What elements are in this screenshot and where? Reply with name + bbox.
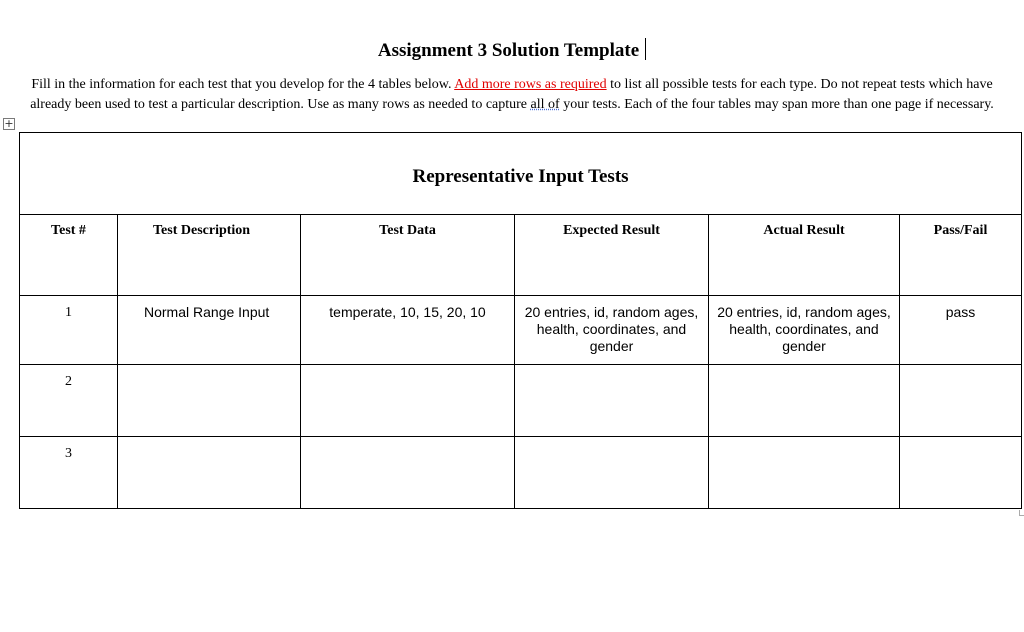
table-row — [20, 365, 1022, 437]
text-cursor — [645, 38, 646, 60]
header-actual-result[interactable]: Actual Result — [709, 215, 900, 296]
cell-pass-fail[interactable] — [900, 365, 1022, 437]
instructions-paragraph[interactable] — [10, 75, 1014, 115]
cell-actual-result[interactable] — [709, 365, 900, 437]
cell-test-description[interactable]: Normal Range Input — [118, 296, 301, 365]
document-title-text: Assignment 3 Solution Template — [377, 40, 640, 61]
cell-test-number[interactable]: 3 — [20, 437, 118, 509]
instructions-text-2: to list all possible tests for each type. Do not repeat tests which have already been used to test a particular description. Use as many rows as needed to capture — [30, 77, 993, 112]
instructions-text-3: your tests. Each of the four tables may span more than one page if necessary. — [559, 97, 994, 112]
table-title-cell[interactable] — [20, 133, 1022, 215]
cell-expected-result[interactable] — [515, 365, 709, 437]
table-title: Representative Input Tests — [412, 165, 629, 187]
cell-actual-result[interactable] — [709, 437, 900, 509]
cell-test-data[interactable] — [301, 437, 515, 509]
add-rows-link[interactable]: Add more rows as required — [454, 77, 607, 92]
cell-test-data[interactable] — [301, 365, 515, 437]
header-test-number[interactable]: Test # — [20, 215, 118, 296]
table-move-handle-icon[interactable]: + — [4, 117, 14, 130]
header-expected-result[interactable]: Expected Result — [515, 215, 709, 296]
header-pass-fail[interactable]: Pass/Fail — [900, 215, 1022, 296]
cell-actual-result[interactable]: 20 entries, id, random ages, health, coordinates, and gender — [709, 296, 900, 365]
cell-pass-fail[interactable] — [900, 437, 1022, 509]
header-test-description[interactable]: Test Description — [118, 215, 301, 296]
table-row — [20, 296, 1022, 365]
tests-table — [19, 132, 1022, 509]
cell-test-description[interactable] — [118, 365, 301, 437]
cell-test-number[interactable]: 1 — [20, 296, 118, 365]
instructions-text-1: Fill in the information for each test that you develop for the 4 tables below. — [31, 77, 455, 92]
cell-test-description[interactable] — [118, 437, 301, 509]
header-test-data[interactable]: Test Data — [301, 215, 515, 296]
table-resize-handle-icon[interactable] — [1019, 510, 1024, 516]
cell-test-data[interactable]: temperate, 10, 15, 20, 10 — [301, 296, 515, 365]
table-row — [20, 437, 1022, 509]
grammar-flag[interactable]: all of — [530, 97, 560, 112]
cell-pass-fail[interactable]: pass — [900, 296, 1022, 365]
cell-expected-result[interactable]: 20 entries, id, random ages, health, coordinates, and gender — [515, 296, 709, 365]
header-row — [20, 215, 1022, 296]
cell-test-number[interactable]: 2 — [20, 365, 118, 437]
document-title[interactable] — [0, 38, 1024, 63]
cell-expected-result[interactable] — [515, 437, 709, 509]
